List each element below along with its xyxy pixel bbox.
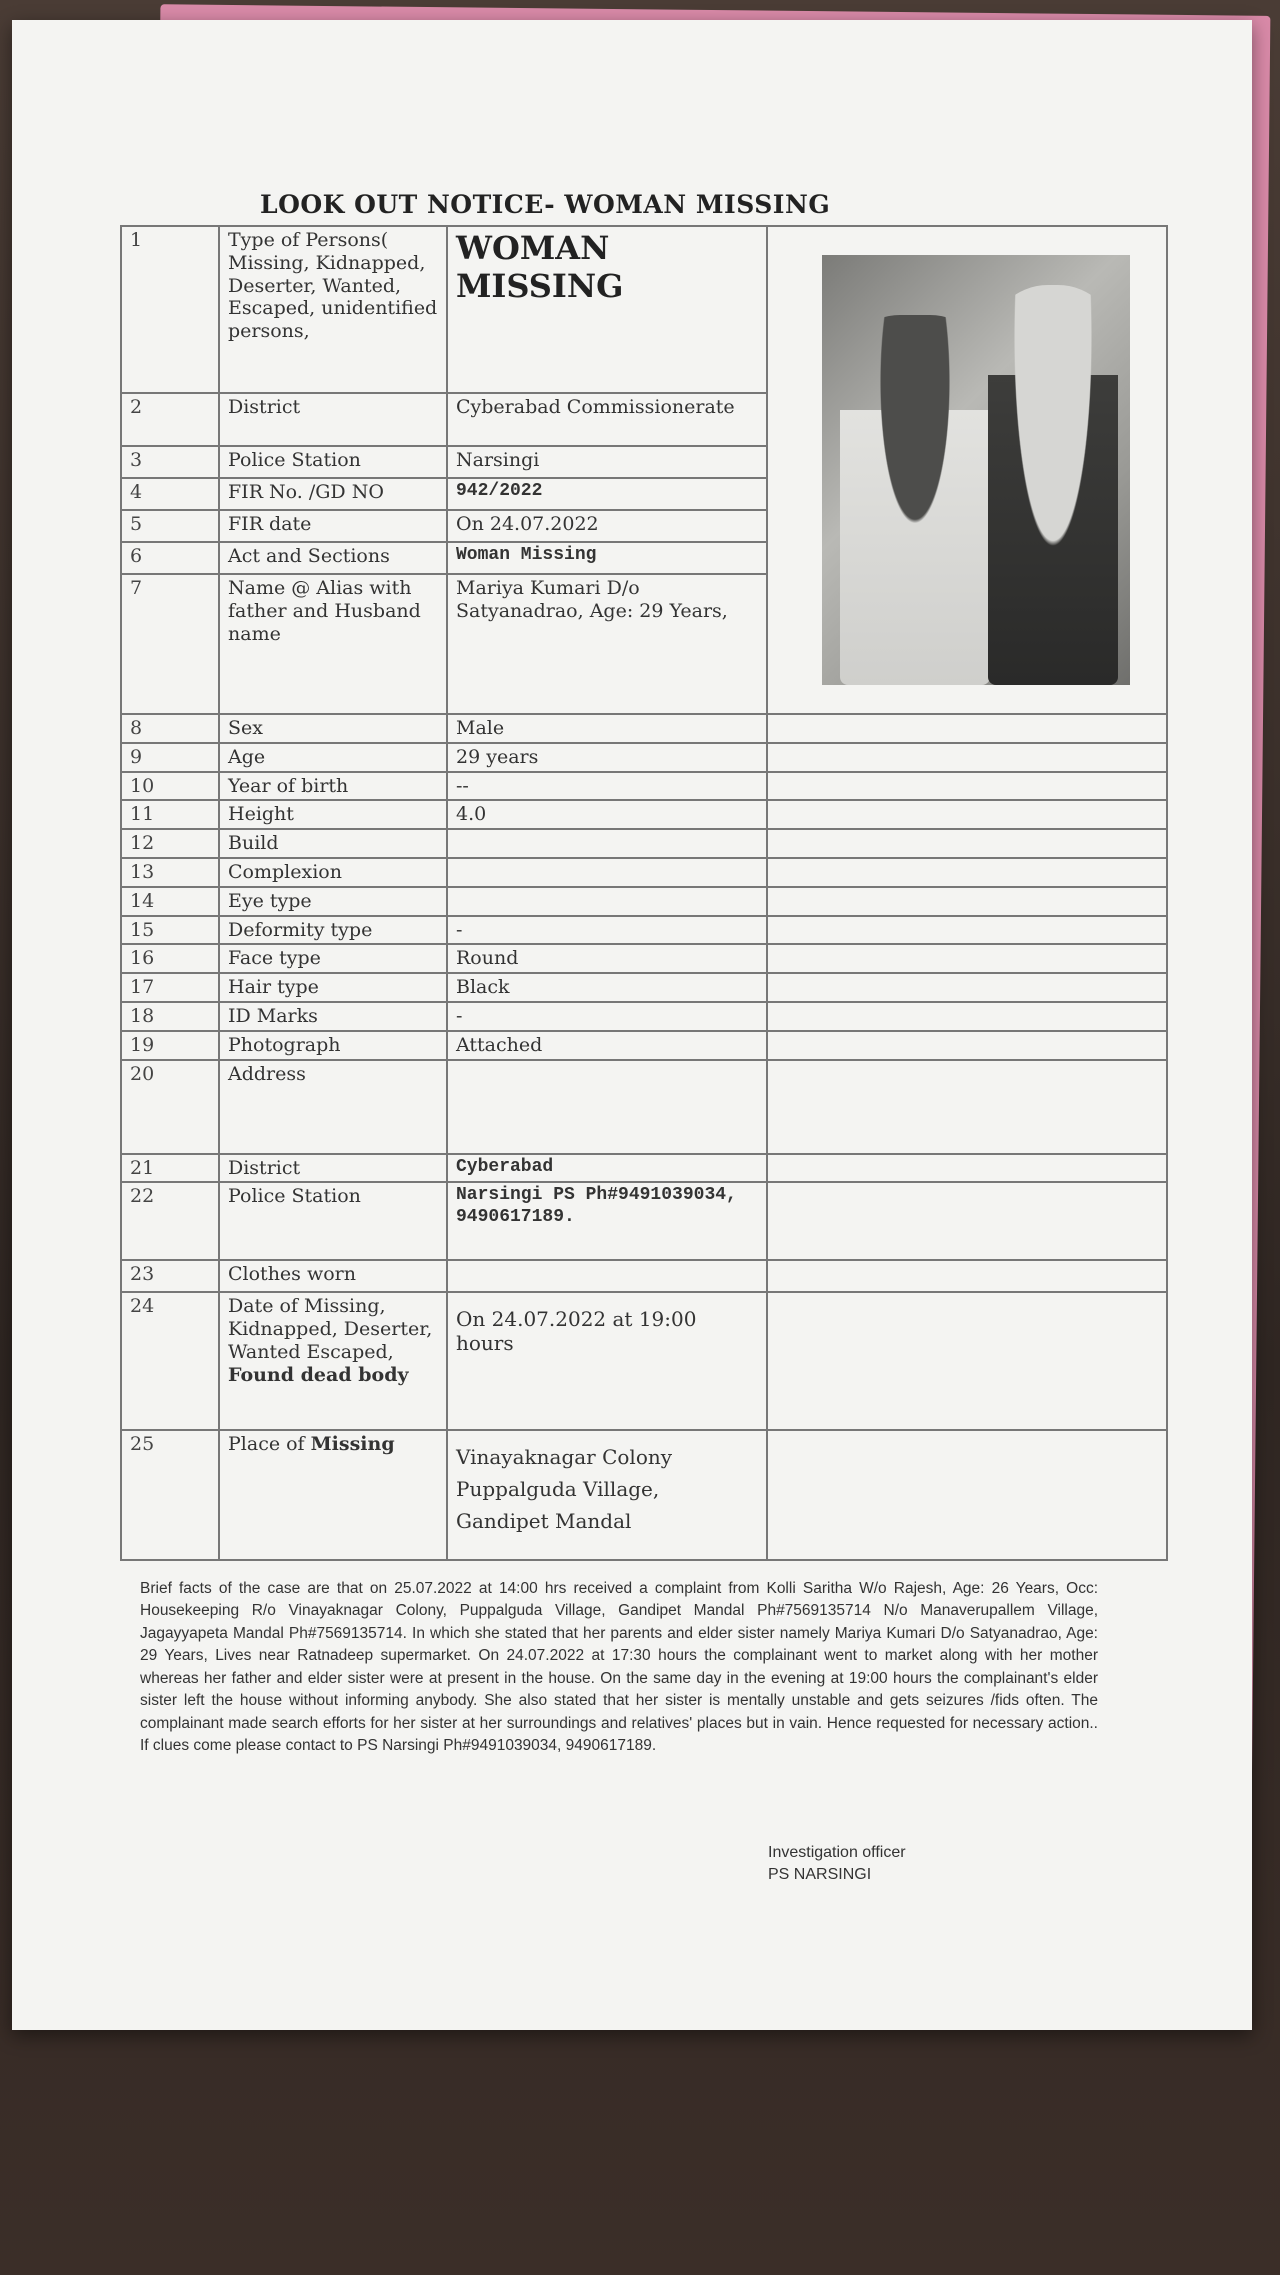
row-number: 18 [121,1002,219,1031]
empty-cell [767,1002,1167,1031]
empty-cell [767,1182,1167,1260]
row-number: 10 [121,772,219,801]
row-value: Round [447,944,767,973]
row-number: 20 [121,1060,219,1154]
signature-station: PS NARSINGI [768,1866,872,1884]
row-label: FIR date [219,510,447,542]
row-label: Complexion [219,858,447,887]
row-value: On 24.07.2022 [447,510,767,542]
row-value: Mariya Kumari D/o Satyanadrao, Age: 29 Years, [447,574,767,714]
row-value: 4.0 [447,800,767,829]
photo-woman-figure [840,315,990,685]
table-row [121,1002,1167,1031]
table-row [121,1154,1167,1183]
row-number: 4 [121,478,219,510]
row-label-text: Place of [228,1433,305,1456]
row-number: 16 [121,944,219,973]
row-label: Height [219,800,447,829]
table-row [121,1060,1167,1154]
row-number: 21 [121,1154,219,1183]
table-row [121,772,1167,801]
row-number: 13 [121,858,219,887]
table-row [121,1430,1167,1560]
row-label: Sex [219,714,447,743]
row-number: 9 [121,743,219,772]
empty-cell [767,1031,1167,1060]
empty-cell [767,1060,1167,1154]
row-value [447,887,767,916]
table-row [121,1031,1167,1060]
row-number: 5 [121,510,219,542]
table-row [121,1260,1167,1292]
photo-cell [767,226,1167,714]
empty-cell [767,1154,1167,1183]
signature-block [768,1842,906,1887]
headline-line: WOMAN [456,229,610,267]
empty-cell [767,887,1167,916]
table-row [121,800,1167,829]
row-number: 25 [121,1430,219,1560]
row-value: Attached [447,1031,767,1060]
missing-person-photo [822,255,1130,685]
table-row [121,226,1167,393]
table-row [121,714,1167,743]
row-number: 17 [121,973,219,1002]
empty-cell [767,944,1167,973]
row-value: Male [447,714,767,743]
row-label-text: Date of Missing, Kidnapped, Deserter, Wanted Escaped, [228,1295,433,1363]
row-value: Vinayaknagar Colony Puppalguda Village, Gandipet Mandal [447,1430,767,1560]
empty-cell [767,1430,1167,1560]
brief-facts: Brief facts of the case are that on 25.07.2022 at 14:00 hrs received a complaint from Kolli Saritha W/o Rajesh, Age: 26 Years, Occ: Housekeeping R/o Vinayaknagar Colony, Puppalguda Village, Gandipet Mandal Ph#7569135714 N/o Manaverupallem Village, Jagayyapeta Mandal Ph#7569135714. In which she stated that her parents and elder sister namely Mariya Kumari D/o Satyanadrao, Age: 29 Years, Lives near Ratnadeep supermarket. On 24.07.2022 at 17:30 hours the complainant went to market along with her mother whereas her father and elder sister were at present in the house. On the same day in the evening at 19:00 hours the complainant's elder sister left the house without informing anybody. She also stated that her sister is mentally unstable and gets seizures /fids often. The complainant made search efforts for her sister at her surroundings and relatives' places but in vain. Hence requested for necessary action.. If clues come please contact to PS Narsingi Ph#9491039034, 9490617189. [140,1580,1098,1755]
row-label: Act and Sections [219,542,447,574]
row-value: 942/2022 [447,478,767,510]
row-label-bold: Missing [310,1433,395,1456]
row-value: Narsingi PS Ph#9491039034, 9490617189. [447,1182,767,1260]
row-number: 12 [121,829,219,858]
row-value [447,1260,767,1292]
row-value [447,829,767,858]
row-number: 6 [121,542,219,574]
row-value [447,1060,767,1154]
row-number: 19 [121,1031,219,1060]
row-label: Deformity type [219,916,447,945]
table-row [121,743,1167,772]
row-value: 29 years [447,743,767,772]
row-label: Address [219,1060,447,1154]
row-label [219,1292,447,1430]
row-label: Year of birth [219,772,447,801]
row-number: 14 [121,887,219,916]
empty-cell [767,1260,1167,1292]
table-row [121,916,1167,945]
row-label: Police Station [219,446,447,478]
row-label: Type of Persons( Missing, Kidnapped, Deserter, Wanted, Escaped, unidentified persons, [219,226,447,393]
row-number: 22 [121,1182,219,1260]
notice-title: LOOK OUT NOTICE- WOMAN MISSING [260,190,831,219]
table-row [121,1292,1167,1430]
row-value: Cyberabad [447,1154,767,1183]
row-number: 15 [121,916,219,945]
empty-cell [767,772,1167,801]
notice-paper [12,20,1252,2030]
row-value: - [447,916,767,945]
row-label: District [219,1154,447,1183]
table-row [121,887,1167,916]
row-label: ID Marks [219,1002,447,1031]
row-label: District [219,393,447,446]
row-label-bold: Found dead body [228,1363,409,1386]
row-label: Face type [219,944,447,973]
row-number: 1 [121,226,219,393]
row-label: Eye type [219,887,447,916]
empty-cell [767,743,1167,772]
signature-title: Investigation officer [768,1844,906,1861]
row-value: Woman Missing [447,542,767,574]
table-row [121,1182,1167,1260]
row-label: Age [219,743,447,772]
empty-cell [767,829,1167,858]
table-row [121,858,1167,887]
photo-child-figure [988,285,1118,685]
empty-cell [767,858,1167,887]
notice-table [120,225,1168,1561]
table-row [121,944,1167,973]
row-number: 2 [121,393,219,446]
row-label: Hair type [219,973,447,1002]
row-value: -- [447,772,767,801]
empty-cell [767,973,1167,1002]
empty-cell [767,714,1167,743]
empty-cell [767,800,1167,829]
row-label: Build [219,829,447,858]
table-row [121,829,1167,858]
row-label: FIR No. /GD NO [219,478,447,510]
row-value [447,858,767,887]
row-number: 8 [121,714,219,743]
row-value: Cyberabad Commissionerate [447,393,767,446]
row-number: 3 [121,446,219,478]
row-label: Clothes worn [219,1260,447,1292]
headline-line: MISSING [456,267,624,306]
row-number: 24 [121,1292,219,1430]
row-value: Black [447,973,767,1002]
row-value: Narsingi [447,446,767,478]
empty-cell [767,916,1167,945]
row-number: 23 [121,1260,219,1292]
row-label [219,1430,447,1560]
row-value: On 24.07.2022 at 19:00 hours [447,1292,767,1430]
empty-cell [767,1292,1167,1430]
row-number: 11 [121,800,219,829]
table-row [121,973,1167,1002]
row-label: Name @ Alias with father and Husband name [219,574,447,714]
row-label: Photograph [219,1031,447,1060]
row-label: Police Station [219,1182,447,1260]
row-value: - [447,1002,767,1031]
headline-cell [447,226,767,393]
row-number: 7 [121,574,219,714]
